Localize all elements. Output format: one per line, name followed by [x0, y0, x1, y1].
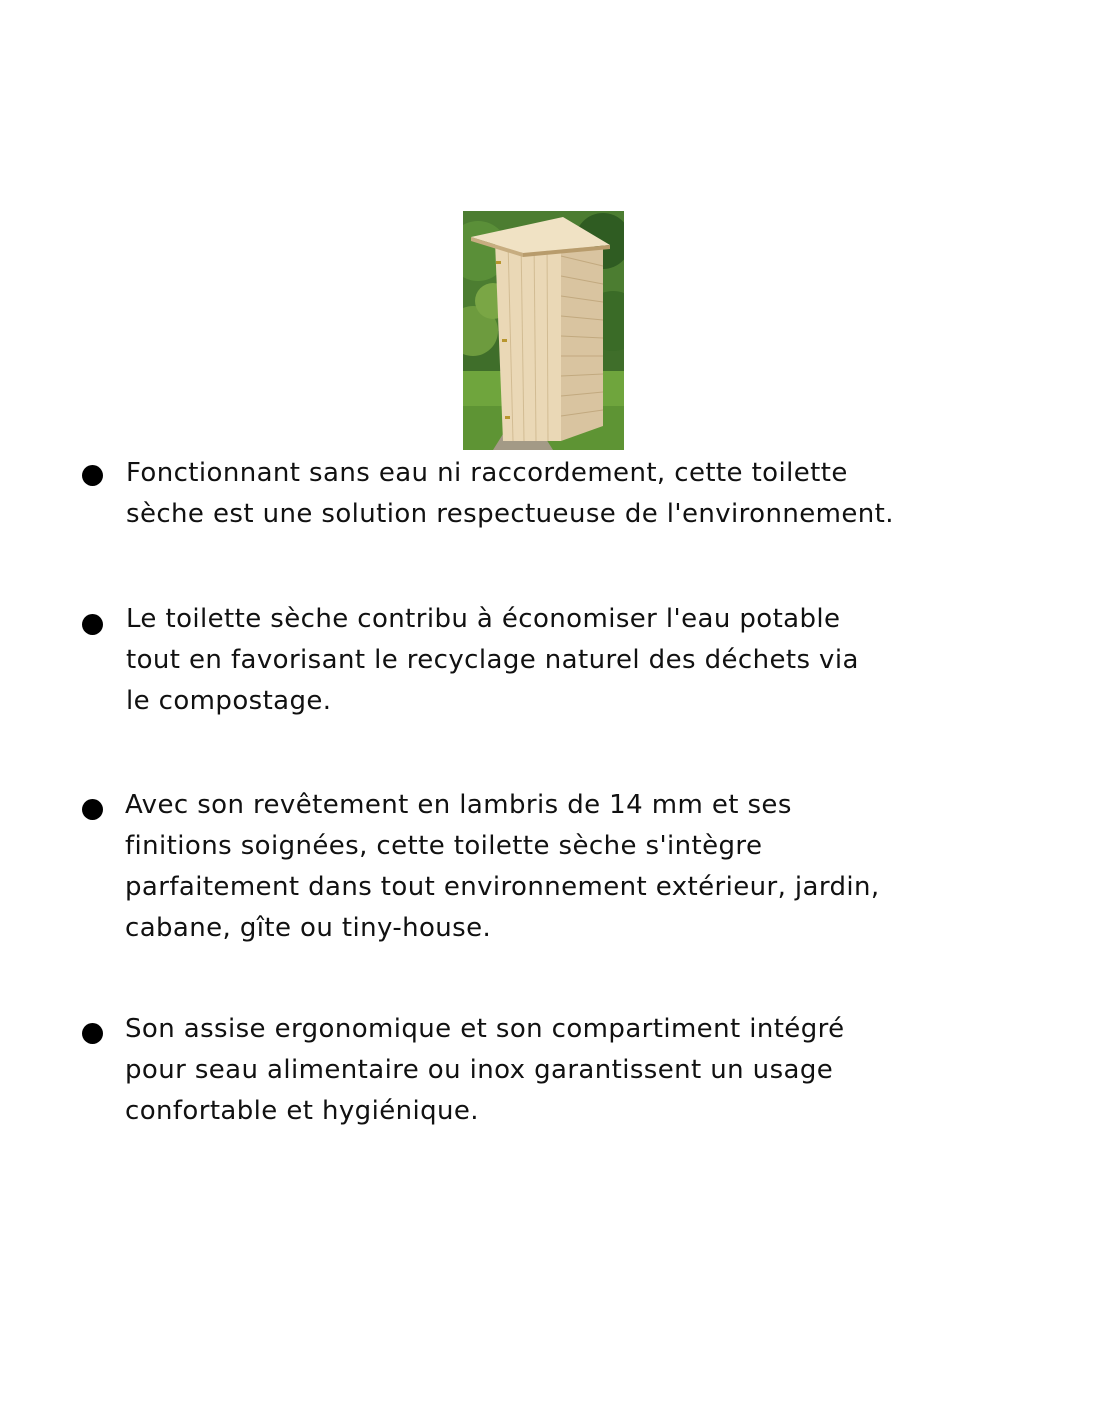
list-item-text [125, 1009, 1025, 1132]
bullet-dot [82, 799, 103, 820]
text-line: pour seau alimentaire ou inox garantissent un usage [125, 1055, 834, 1085]
bullet-dot [82, 1023, 103, 1044]
text-line: Fonctionnant sans eau ni raccordement, cette toilette [126, 458, 848, 488]
list-item-text [126, 453, 1026, 535]
text-line: finitions soignées, cette toilette sèche s'intègre [125, 831, 763, 861]
text-line: Le toilette sèche contribu à économiser l'eau potable [126, 604, 841, 634]
text-line: Son assise ergonomique et son compartiment intégré [125, 1014, 845, 1044]
list-item-text [125, 785, 1025, 949]
text-line: Avec son revêtement en lambris de 14 mm et ses [125, 790, 792, 820]
text-line: tout en favorisant le recyclage naturel des déchets via [126, 645, 859, 675]
text-line: cabane, gîte ou tiny-house. [125, 913, 492, 943]
text-line: confortable et hygiénique. [125, 1096, 479, 1126]
bullet-dot [82, 465, 103, 486]
text-line: parfaitement dans tout environnement extérieur, jardin, [125, 872, 880, 902]
bullet-dot [82, 614, 103, 635]
list-item-text [126, 599, 1026, 722]
text-line: sèche est une solution respectueuse de l'environnement. [126, 499, 894, 529]
text-line: le compostage. [126, 686, 332, 716]
